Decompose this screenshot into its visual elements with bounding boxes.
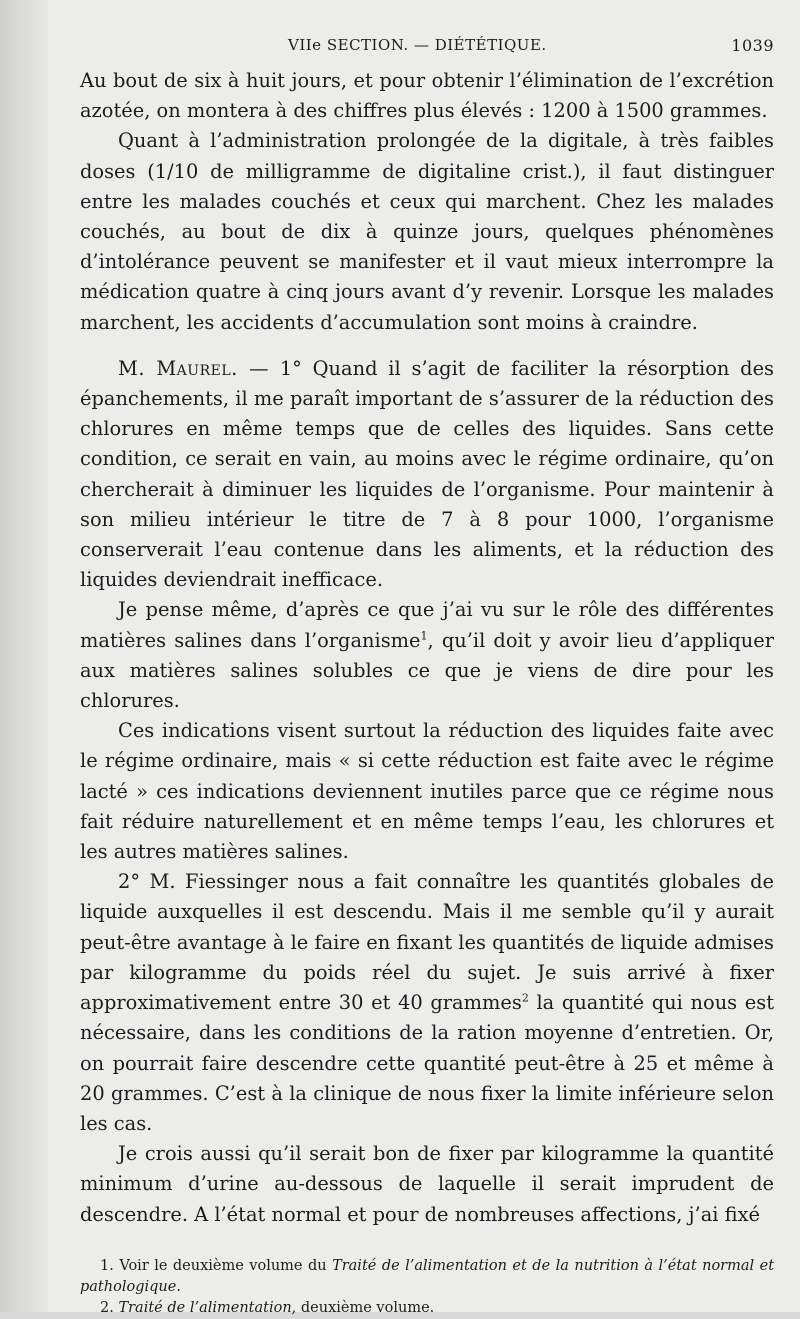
section-title: VIIe SECTION. — DIÉTÉTIQUE.	[288, 36, 547, 54]
running-header	[80, 32, 774, 62]
footnotes	[80, 1256, 774, 1319]
footnote-number: 2.	[100, 1299, 114, 1316]
body-text	[80, 66, 774, 1230]
page-number: 1039	[731, 36, 774, 55]
paragraph: Quant à l’administration prolongée de la digitale, à très faibles doses (1/10 de milligramme de digitaline crist.), il faut distinguer entre les malades couchés et ceux qui marchent. Chez les malades couchés, au bout de dix à quinze jours, quelques phénomènes d’intolérance peuvent se manifester et il vaut mieux interrompre la médication quatre à cinq jours avant d’y revenir. Lorsque les malades marchent, les accidents d’accumulation sont moins à craindre.	[80, 129, 774, 334]
paragraph	[80, 595, 774, 716]
footnote	[80, 1298, 774, 1319]
footnote-text: Voir le deuxième volume du	[119, 1257, 327, 1274]
paragraph	[80, 354, 774, 596]
footnote-number: 1.	[100, 1257, 114, 1274]
paragraph: Je crois aussi qu’il serait bon de fixer par kilogramme la quantité minimum d’urine au-dessous de laquelle il serait imprudent de descendre. A l’état normal et pour de nombreuses affections, j’ai fixé	[80, 1142, 774, 1226]
speaker-name: M. Maurel. —	[118, 356, 269, 380]
paragraph-text: , qu’il doit y avoir lieu d’appliquer aux matières salines solubles ce que je viens de dire pour les chlorures.	[80, 628, 774, 713]
paragraph: Ces indications visent surtout la réduction des liquides faite avec le régime ordinaire, mais « si cette réduction est faite avec le régime lacté » ces indications deviennent inutiles parce que ce régime nous fait réduire naturellement et en même temps l’eau, les chlorures et les autres matières salines.	[80, 719, 774, 864]
footnote-text: .	[176, 1278, 181, 1295]
paragraph	[80, 867, 774, 1139]
footnote-title: Traité de l’alimentation	[118, 1299, 292, 1316]
paragraph-text: la quantité qui nous est nécessaire, dans les conditions de la ration moyenne d’entretien. Or, on pourrait faire descendre cette quantité peut-être à 25 et même à 20 grammes. C’est à la clinique de nous fixer la limite inférieure selon les cas.	[80, 991, 775, 1135]
paragraph-text: 1° Quand il s’agit de faciliter la résorption des épanchements, il me paraît important de s’assurer de la réduction des chlorures en même temps que de celles des liquides. Sans cette condition, ce serait en vain, au moins avec le régime ordinaire, qu’on chercherait à diminuer les liquides de l’organisme. Pour maintenir à son milieu intérieur le titre de 7 à 8 pour 1000, l’organisme conserverait l’eau contenue dans les aliments, et la réduction des liquides deviendrait inefficace.	[80, 356, 774, 592]
footnote	[80, 1256, 774, 1298]
footnote-title: Traité de l’alimentation et de la nutrition à l’état normal et pathologique	[80, 1257, 775, 1295]
footnote-mark[interactable]: 2	[521, 991, 529, 1005]
paragraph-text: 2° M. Fiessinger nous a fait connaître les quantités globales de liquide auxquelles il est descendu. Mais il me semble qu’il y aurait peut-être avantage à le faire en fixant les quantités de liquide admises par kilogramme du poids réel du sujet. Je suis arrivé à fixer approximativement entre 30 et 40 grammes	[80, 870, 774, 1015]
page-gutter-shadow	[0, 0, 48, 1312]
paragraph: Au bout de six à huit jours, et pour obtenir l’élimination de l’excrétion azotée, on montera à des chiffres plus élevés : 1200 à 1500 grammes.	[80, 69, 774, 123]
paragraph-text: Je pense même, d’après ce que j’ai vu sur le rôle des différentes matières salines dans l’organisme	[80, 598, 774, 652]
footnote-text: , deuxième volume.	[291, 1299, 435, 1316]
footnote-mark[interactable]: 1	[420, 629, 428, 643]
